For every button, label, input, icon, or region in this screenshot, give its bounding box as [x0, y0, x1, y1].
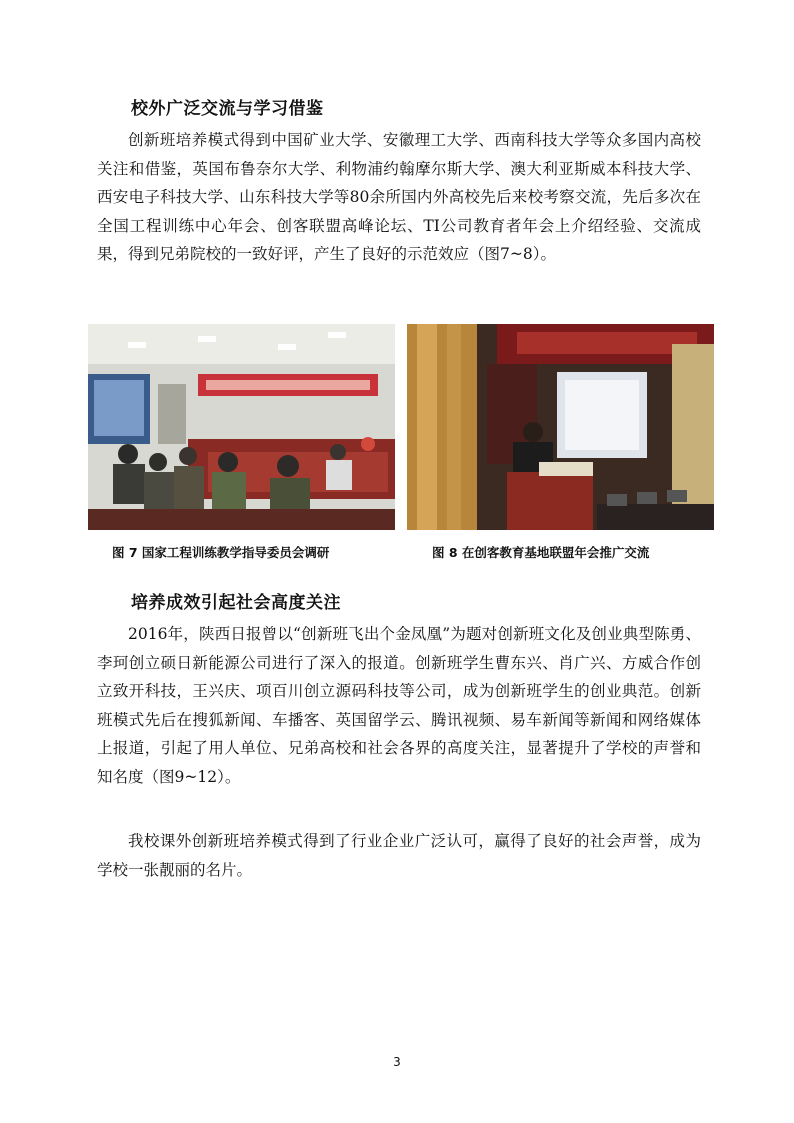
exchange-paragraph: 创新班培养模式得到中国矿业大学、安徽理工大学、西南科技大学等众多国内高校关注和借鉴，英国布鲁奈尔大学、利物浦约翰摩尔斯大学、澳大利亚斯威本科技大学、西安电子科技大学、山东科技大学等80余所国内外高校先后来校考察交流，先后多次在全国工程训练中心年会、创客联盟高峰论坛、TI公司教育者年会上介绍经验、交流成果，得到兄弟院校的一致好评，产生了良好的示范效应（图7~8）。 — [97, 131, 701, 264]
page-number: 3 — [393, 1055, 401, 1069]
reputation-paragraph: 我校课外创新班培养模式得到了行业企业广泛认可，赢得了良好的社会声誉，成为学校一张靓丽的名片。 — [97, 832, 701, 879]
figure-7-caption: 图 7 国家工程训练教学指导委员会调研 — [112, 545, 330, 560]
figure-7-photo — [88, 324, 395, 530]
impact-paragraph: 2016年，陕西日报曾以“创新班飞出个金凤凰”为题对创新班文化及创业典型陈勇、李珂创立硕日新能源公司进行了深入的报道。创新班学生曹东兴、肖广兴、方威合作创立致开科技，王兴庆、项百川创立源码科技等公司，成为创新班学生的创业典范。创新班模式先后在搜狐新闻、车播客、英国留学云、腾讯视频、易车新闻等新闻和网络媒体上报道，引起了用人单位、兄弟高校和社会各界的高度关注，显著提升了学校的声誉和知名度（图9~12）。 — [97, 625, 701, 786]
figure-8-photo — [407, 324, 714, 530]
section-heading-impact: 培养成效引起社会高度关注 — [131, 593, 341, 613]
section-heading-exchange: 校外广泛交流与学习借鉴 — [131, 99, 324, 119]
figure-8-caption: 图 8 在创客教育基地联盟年会推广交流 — [432, 545, 650, 560]
